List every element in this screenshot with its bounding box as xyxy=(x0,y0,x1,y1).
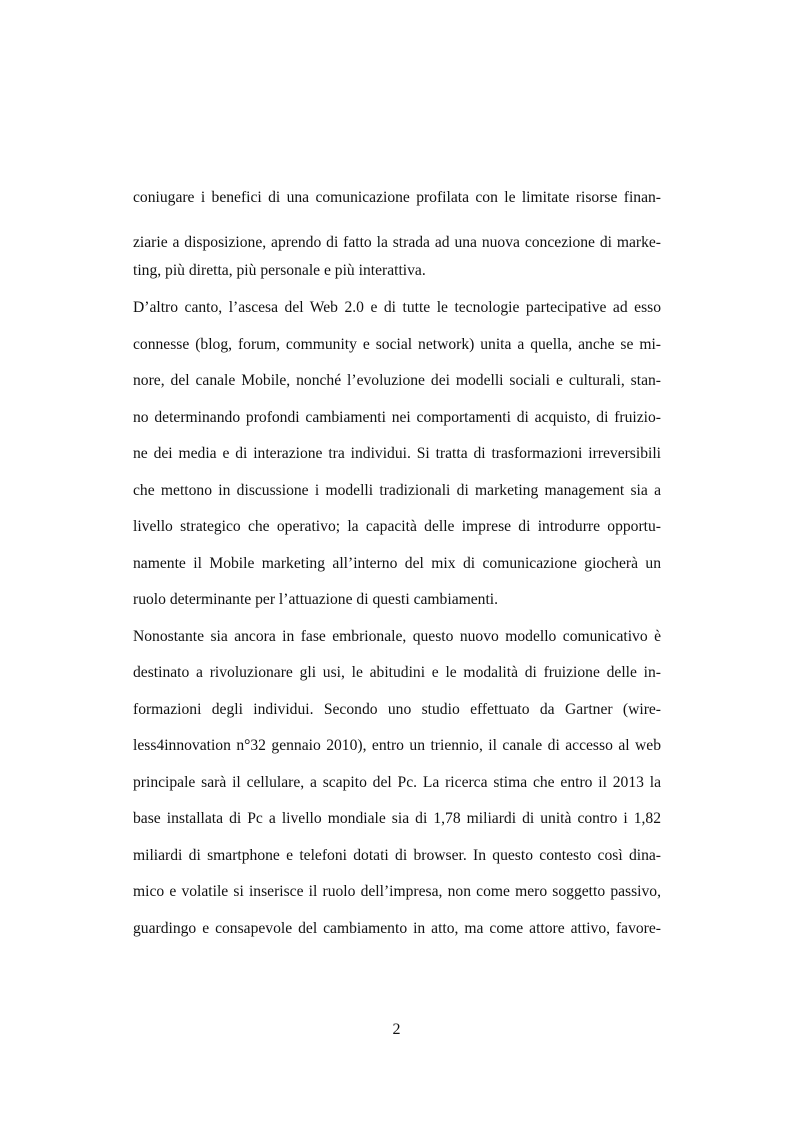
text-line: ruolo determinante per l’attuazione di questi cambiamenti. xyxy=(133,591,499,608)
text-line: no determinando profondi cambiamenti nei comportamenti di acquisto, di fruizio- xyxy=(133,409,661,426)
text-line: principale sarà il cellulare, a scapito del Pc. La ricerca stima che entro il 2013 la xyxy=(133,774,661,791)
text-line: livello strategico che operativo; la capacità delle imprese di introdurre opportu- xyxy=(133,518,661,535)
text-line: coniugare i benefici di una comunicazione profilata con le limitate risorse finan- xyxy=(133,189,661,206)
text-line: Nonostante sia ancora in fase embrionale, questo nuovo modello comunicativo è xyxy=(133,628,661,645)
text-line: nore, del canale Mobile, nonché l’evoluzione dei modelli sociali e culturali, stan- xyxy=(133,372,661,389)
text-line: ting, più diretta, più personale e più interattiva. xyxy=(133,262,426,279)
text-line: namente il Mobile marketing all’interno del mix di comunicazione giocherà un xyxy=(133,555,661,572)
text-line: miliardi di smartphone e telefoni dotati di browser. In questo contesto così dina- xyxy=(133,847,661,864)
text-line: less4innovation n°32 gennaio 2010), entro un triennio, il canale di accesso al web xyxy=(133,737,661,754)
text-line: connesse (blog, forum, community e social network) unita a quella, anche se mi- xyxy=(133,336,661,353)
text-line: formazioni degli individui. Secondo uno studio effettuato da Gartner (wire- xyxy=(133,701,661,718)
text-line: che mettono in discussione i modelli tradizionali di marketing management sia a xyxy=(133,482,661,499)
text-line: base installata di Pc a livello mondiale sia di 1,78 miliardi di unità contro i 1,82 xyxy=(133,810,661,827)
text-line: D’altro canto, l’ascesa del Web 2.0 e di tutte le tecnologie partecipative ad esso xyxy=(133,299,661,316)
page-number: 2 xyxy=(392,1021,401,1038)
text-line: destinato a rivoluzionare gli usi, le abitudini e le modalità di fruizione delle in- xyxy=(133,664,661,681)
text-line: guardingo e consapevole del cambiamento in atto, ma come attore attivo, favore- xyxy=(133,920,661,937)
text-line: mico e volatile si inserisce il ruolo dell’impresa, non come mero soggetto passivo, xyxy=(133,883,661,900)
text-line: ne dei media e di interazione tra individui. Si tratta di trasformazioni irreversibili xyxy=(133,445,661,462)
text-line: ziarie a disposizione, aprendo di fatto la strada ad una nuova concezione di marke- xyxy=(133,234,661,251)
